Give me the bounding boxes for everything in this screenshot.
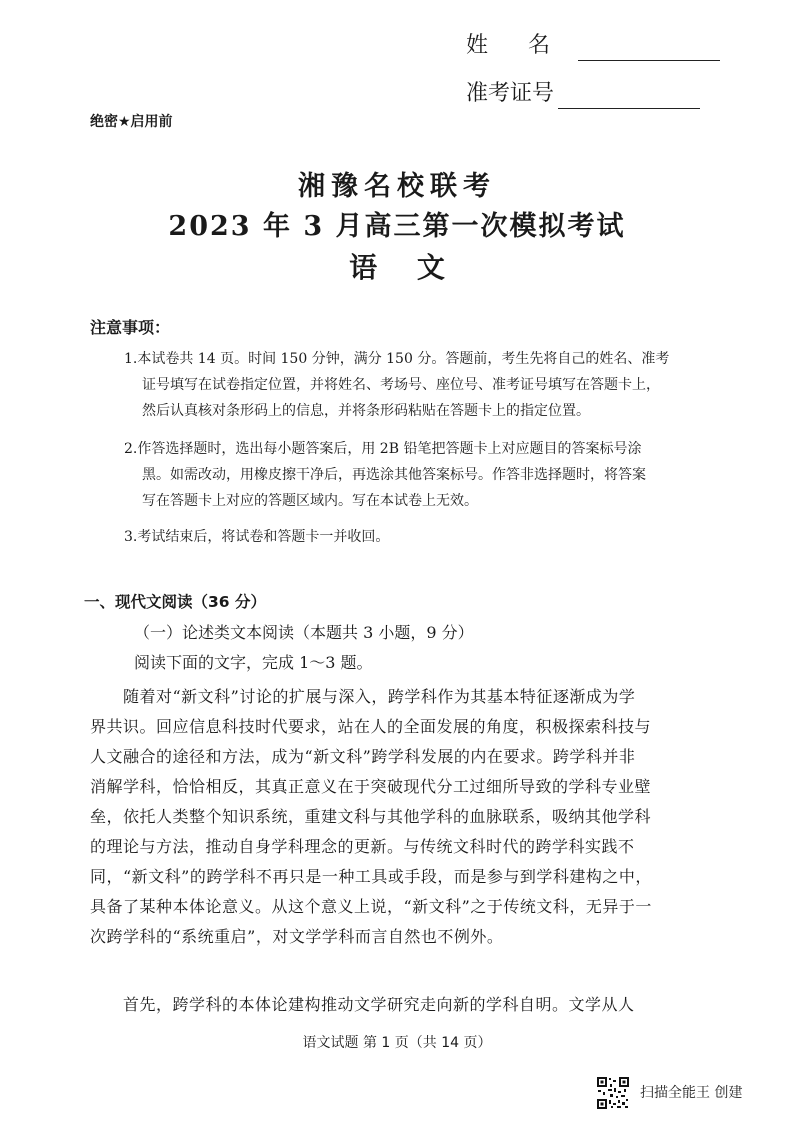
paragraph-line: 消解学科，恰恰相反，其真正意义在于突破现代分工过细所导致的学科专业壁	[90, 777, 652, 796]
exam-id-label: 准考证号	[466, 81, 555, 106]
name-blank-line	[578, 30, 720, 61]
scanner-brand-text: 扫描全能王 创建	[640, 1085, 743, 1101]
exam-name-title: 2023 年 3 月高三第一次模拟考试	[168, 211, 626, 242]
paragraph-line: 界共识。回应信息科技时代要求，站在人的全面发展的角度，积极探索科技与	[90, 717, 652, 736]
note-line: 1.本试卷共 14 页。时间 150 分钟，满分 150 分。答题前，考生先将自己的姓名、准考	[124, 351, 670, 367]
reading-paragraph	[90, 990, 740, 1020]
qr-code-icon	[596, 1076, 630, 1110]
subsection-heading: （一）论述类文本阅读（本题共 3 小题，9 分）	[134, 623, 474, 642]
subject-title: 语 文	[349, 251, 445, 284]
exam-union-title: 湘豫名校联考	[298, 171, 496, 202]
exam-id-blank-line	[558, 78, 700, 109]
note-line: 黑。如需改动，用橡皮擦干净后，再选涂其他答案标号。作答非选择题时，将答案	[142, 467, 646, 483]
note-line: 2.作答选择题时，选出每小题答案后，用 2B 铅笔把答题卡上对应题目的答案标号涂	[124, 441, 642, 457]
reading-instruction: 阅读下面的文字，完成 1～3 题。	[134, 653, 373, 672]
section-heading: 一、现代文阅读（36 分）	[84, 593, 266, 611]
note-line: 证号填写在试卷指定位置，并将姓名、考场号、座位号、准考证号填写在答题卡上，	[142, 377, 660, 393]
paragraph-line: 的理论与方法，推动自身学科理念的更新。与传统文科时代的跨学科实践不	[90, 837, 635, 856]
note-item	[124, 524, 724, 550]
paragraph-line: 人文融合的途径和方法，成为“新文科”跨学科发展的内在要求。跨学科并非	[90, 747, 636, 766]
note-item	[124, 346, 724, 424]
note-line: 3.考试结束后，将试卷和答题卡一并收回。	[124, 529, 390, 545]
note-line: 然后认真核对条形码上的信息，并将条形码粘贴在答题卡上的指定位置。	[142, 403, 590, 419]
paragraph-line: 次跨学科的“系统重启”，对文学学科而言自然也不例外。	[90, 927, 504, 946]
name-field	[466, 30, 720, 60]
paragraph-line: 具备了某种本体论意义。从这个意义上说，“新文科”之于传统文科，无异于一	[90, 897, 652, 916]
note-line: 写在答题卡上对应的答题区域内。写在本试卷上无效。	[142, 493, 478, 509]
paragraph-line: 随着对“新文科”讨论的扩展与深入，跨学科作为其基本特征逐渐成为学	[90, 687, 636, 706]
paragraph-line: 同，“新文科”的跨学科不再只是一种工具或手段，而是参与到学科建构之中，	[90, 867, 652, 886]
paragraph-line: 垒，依托人类整个知识系统，重建文科与其他学科的血脉联系，吸纳其他学科	[90, 807, 652, 826]
paragraph-line: 首先，跨学科的本体论建构推动文学研究走向新的学科自明。文学从人	[90, 995, 635, 1014]
note-item	[124, 436, 724, 514]
page-footer: 语文试题 第 1 页（共 14 页）	[302, 1035, 492, 1051]
confidential-mark: 绝密★启用前	[90, 114, 173, 130]
name-label: 姓名	[466, 33, 591, 58]
exam-id-field	[466, 78, 700, 108]
notes-heading: 注意事项：	[90, 318, 171, 337]
reading-paragraph	[90, 682, 740, 952]
